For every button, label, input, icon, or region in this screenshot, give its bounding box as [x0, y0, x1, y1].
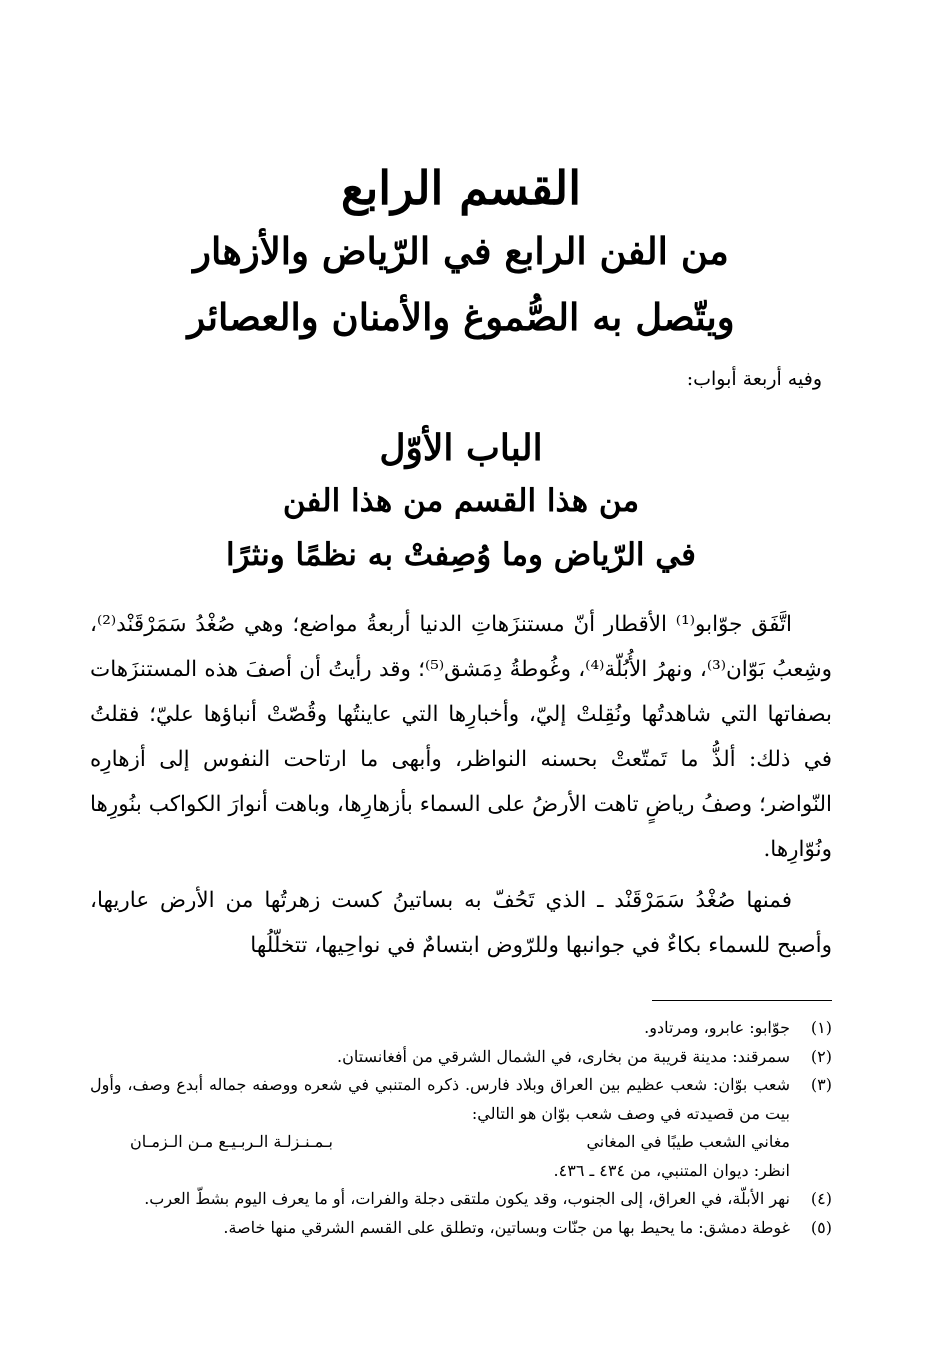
body-paragraph: اتَّفَق جوّابو⁽¹⁾ الأقطار أنّ مستنزَهاتِ الدنيا أربعةُ مواضع؛ وهي صُغْدُ سَمَرْقَنْد⁽²⁾، وشِعبُ بَوّان⁽³⁾، ونهرُ الأُبُلّة⁽⁴⁾، وغُوطةُ دِمَشق⁽⁵⁾؛ وقد رأيتُ أن أصفَ هذه المستنزَهات بصفاتها التي شاهدتُها ونُقِلتْ إليّ، وأخبارِها التي عاينتُها وقُصّتْ أنباؤها عليّ؛ فقلتُ في ذلك: ألذُّ ما تَمتّعتْ بحسنه النواظر، وأبهى ما ارتاحت النفوس إلى أزهارِه النّواضر؛ وصفُ رياضٍ تاهت الأرضُ على السماء بأزهارِها، وباهت أنوارَ الكواكب بنُورِها ونُوّارِها. [90, 611, 832, 862]
chapter-subtitle-line1: من هذا القسم من هذا الفن [282, 482, 640, 519]
footnote-reference [90, 1157, 832, 1186]
footnote-text: سمرقند: مدينة قريبة من بخارى، في الشمال الشرقي من أفغانستان. [337, 1046, 790, 1066]
footnote-number: (٤) [810, 1189, 832, 1208]
chapter-subtitle-line2: في الرّياض وما وُصِفتْ به نظمًا ونثرًا [226, 536, 696, 573]
footnote-number: (١) [810, 1018, 832, 1037]
chapter-title: الباب الأوّل [379, 426, 543, 469]
footnote-number: (٥) [810, 1217, 832, 1237]
body-paragraph: فمنها صُغْدُ سَمَرْقَنْد ـ الذي تَحُفّ به بساتينُ كست زهرتُها من الأرض عاريها، وأصبح للسماء بكاءٌ في جوانبها وللرّوض ابتسامٌ في نواحِيها، تتخلّلُها [90, 887, 832, 958]
verse-second-hemistich: بـمـنـزلـة الـربـيـع مـن الـزمـان [130, 1132, 333, 1151]
footnote-divider [652, 1000, 832, 1001]
footnote-text: جوّابو: عابرو، ومرتادو. [644, 1018, 790, 1037]
footnote-text: نهر الأبلّة، في العراق، إلى الجنوب، وقد يكون ملتقى دجلة والفرات، أو ما يعرف اليوم بشطّ العرب. [144, 1189, 790, 1208]
footnote [90, 1071, 832, 1128]
footnote-text: شعب بوّان: شعب عظيم بين العراق وبلاد فارس. ذكره المتنبي في شعره ووصفه جماله أبدع وصف، وأول بيت من قصيدته في وصف شعب بوّان هو التالي: [90, 1075, 790, 1123]
section-intro: وفيه أربعة أبواب: [686, 367, 822, 390]
footnote [90, 1043, 832, 1072]
footnote [90, 1014, 832, 1043]
section-subtitle-line2: ويتّصل به الصُّموغ والأمنان والعصائر [187, 294, 735, 339]
footnote-text: غوطة دمشق: ما يحيط بها من جنّات وبساتين، وتطلق على القسم الشرقي منها خاصة. [223, 1217, 790, 1237]
section-title: القسم الرابع [341, 161, 581, 215]
footnote-number: (٢) [810, 1046, 832, 1066]
poem-verse [90, 1128, 790, 1157]
footnote-verse [90, 1128, 832, 1157]
section-subtitle-line1: من الفن الرابع في الرّياض والأزهار [193, 228, 729, 273]
footnote-text: انظر: ديوان المتنبي، من ٤٣٤ ـ ٤٣٦. [553, 1160, 790, 1180]
footnote [90, 1185, 832, 1214]
footnote [90, 1214, 832, 1243]
footnotes [90, 1014, 832, 1242]
footnote-number: (٣) [810, 1075, 832, 1094]
verse-first-hemistich: مغاني الشعب طيبًا في المغاني [586, 1132, 790, 1151]
